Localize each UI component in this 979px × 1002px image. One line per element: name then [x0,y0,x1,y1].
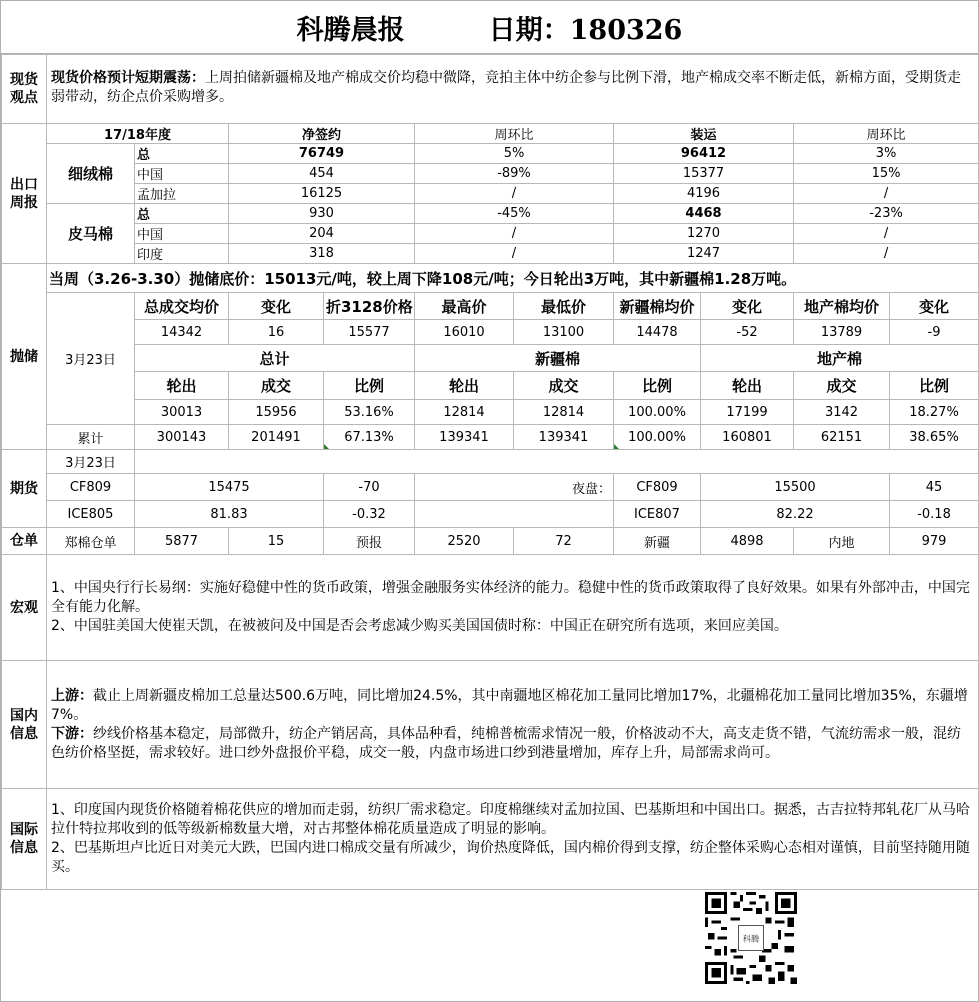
export-row-key: 总 [135,144,229,164]
export-net: 930 [229,204,415,224]
qr-code-icon [698,892,804,984]
reserve-cum-value: 139341 [415,425,514,450]
reserve-price-value: 14342 [135,320,229,345]
reserve-price-value: 13100 [514,320,614,345]
spot-label: 现货观点 [2,55,47,124]
reserve-price-header: 变化 [229,293,324,320]
domestic-label: 国内信息 [2,661,47,789]
upstream-label: 上游： [51,687,93,704]
reserve-day-value: 30013 [135,400,229,425]
reserve-day-value: 17199 [701,400,794,425]
table-row [2,204,979,224]
futures-code: ICE805 [47,501,135,528]
futures-change: -0.32 [324,501,415,528]
export-ship: 1247 [614,244,794,264]
export-wow2: 3% [794,144,979,164]
table-row [2,164,979,184]
export-ship: 15377 [614,164,794,184]
reserve-sub-header: 成交 [514,372,614,400]
warehouse-xinjiang-label: 新疆 [614,528,701,555]
futures-night-price: 15500 [701,474,890,501]
reserve-cum-value: 139341 [514,425,614,450]
macro-label: 宏观 [2,555,47,661]
warehouse-value: 5877 [135,528,229,555]
reserve-price-header: 折3128价格 [324,293,415,320]
warehouse-label: 仓单 [2,528,47,555]
export-wow2: -23% [794,204,979,224]
reserve-price-value: -52 [701,320,794,345]
export-wow2: 15% [794,164,979,184]
reserve-cum-value: 67.13% [324,425,415,450]
report-table [1,54,979,890]
reserve-price-header: 地产棉均价 [794,293,890,320]
night-session-label: 夜盘： [415,474,614,501]
intl-item: 1、印度国内现货价格随着棉花供应的增加而走弱，纺织厂需求稳定。印度棉继续对孟加拉国、巴基斯坦和中国出口。据悉，古吉拉特邦轧花厂从马哈拉什特拉邦收到的低等级新棉数量大增，对古邦整体棉花质量造成了明显的影响。 [51,802,970,837]
table-row [2,320,979,345]
export-label: 出口周报 [2,124,47,264]
reserve-price-header: 变化 [890,293,979,320]
reserve-sub-header: 比例 [890,372,979,400]
export-ship: 4196 [614,184,794,204]
export-wow1: 5% [415,144,614,164]
export-header-ship: 装运 [614,124,794,144]
export-net: 318 [229,244,415,264]
reserve-day-value: 3142 [794,400,890,425]
table-row [2,244,979,264]
export-row-key: 印度 [135,244,229,264]
downstream-text: 纱线价格基本稳定，局部微升，纺企产销居高，具体品种看，纯棉普梳需求情况一般，价格波动不大，高支走货不错，气流纺需求一般，混纺色纺价格坚挺，需求较好。进口纱外盘报价平稳，成交一般，内盘市场进口纱到港量增加，库存上升，局部需求尚可。 [51,725,961,761]
reserve-day-value: 18.27% [890,400,979,425]
reserve-price-value: 13789 [794,320,890,345]
spot-headline: 现货价格预计短期震荡： [51,70,205,86]
table-row [2,224,979,244]
table-row [2,501,979,528]
reserve-price-header: 最高价 [415,293,514,320]
futures-night-code: ICE807 [614,501,701,528]
warehouse-name: 郑棉仓单 [47,528,135,555]
reserve-sub-header: 成交 [229,372,324,400]
reserve-summary: 当周（3.26-3.30）抛储底价：15013元/吨，较上周下降108元/吨；今日轮出3万吨，其中新疆棉1.28万吨。 [47,264,979,293]
reserve-cum-value: 300143 [135,425,229,450]
reserve-day-value: 12814 [415,400,514,425]
reserve-sub-header: 比例 [614,372,701,400]
table-row [2,144,979,164]
warehouse-value: 979 [890,528,979,555]
futures-price: 15475 [135,474,324,501]
reserve-sub-header: 成交 [794,372,890,400]
export-net: 204 [229,224,415,244]
table-row [2,425,979,450]
macro-item: 2、中国驻美国大使崔天凯，在被被问及中国是否会考虑减少购买美国国债时称：中国正在研究所有选项，来回应美国。 [51,618,788,634]
reserve-price-header: 总成交均价 [135,293,229,320]
export-ship: 1270 [614,224,794,244]
reserve-price-header: 变化 [701,293,794,320]
spot-body: 上周拍储新疆棉及地产棉成交价均稳中微降，竞拍主体中纺企参与比例下滑，地产棉成交率不断走低，新棉方面，受期货走弱带动，纺企点价采购增多。 [51,70,961,105]
intl-content [47,789,979,890]
reserve-cum-value: 38.65% [890,425,979,450]
reserve-cum-value: 62151 [794,425,890,450]
export-header-wow1: 周环比 [415,124,614,144]
export-wow1: / [415,224,614,244]
reserve-price-header: 新疆棉均价 [614,293,701,320]
export-group-name: 皮马棉 [47,204,135,264]
export-wow1: -89% [415,164,614,184]
reserve-day-value: 53.16% [324,400,415,425]
export-net: 76749 [229,144,415,164]
upstream-text: 截止上周新疆皮棉加工总量达500.6万吨，同比增加24.5%，其中南疆地区棉花加工量同比增加17%，北疆棉花加工量同比增加35%，东疆增7%。 [51,687,968,723]
reserve-date: 3月23日 [47,293,135,425]
futures-night-price: 82.22 [701,501,890,528]
export-group-name: 细绒棉 [47,144,135,204]
reserve-price-header: 最低价 [514,293,614,320]
reserve-cum-label: 累计 [47,425,135,450]
macro-content [47,555,979,661]
export-header-year: 17/18年度 [47,124,229,144]
futures-night-change: -0.18 [890,501,979,528]
intl-item: 2、巴基斯坦卢比近日对美元大跌，巴国内进口棉成交量有所减少，询价热度降低，国内棉价得到支撑，纺企整体采购心态相对谨慎，目前坚持随用随买。 [51,840,970,875]
reserve-day-value: 15956 [229,400,324,425]
domestic-upstream [51,687,974,725]
macro-item: 1、中国央行行长易纲：实施好稳健中性的货币政策，增强金融服务实体经济的能力。稳健中性的货币政策取得了良好效果。如果有外部冲击，中国完全有能力化解。 [51,580,970,615]
reserve-cum-value: 201491 [229,425,324,450]
export-row-key: 总 [135,204,229,224]
export-row-key: 中国 [135,224,229,244]
export-wow1: / [415,184,614,204]
table-row [2,184,979,204]
domestic-downstream [51,725,974,763]
domestic-content [47,661,979,789]
qr-center-text: 科腾 [742,933,760,944]
reserve-price-value: 14478 [614,320,701,345]
futures-date: 3月23日 [47,450,135,474]
reserve-sub-header: 轮出 [701,372,794,400]
reserve-price-value: -9 [890,320,979,345]
export-row-key: 孟加拉 [135,184,229,204]
futures-price: 81.83 [135,501,324,528]
export-wow1: -45% [415,204,614,224]
report-header [1,1,978,54]
export-wow2: / [794,184,979,204]
reserve-price-value: 16010 [415,320,514,345]
futures-night-code: CF809 [614,474,701,501]
downstream-label: 下游： [51,725,93,742]
intl-label: 国际信息 [2,789,47,890]
export-ship: 96412 [614,144,794,164]
warehouse-inland-label: 内地 [794,528,890,555]
export-net: 16125 [229,184,415,204]
futures-blank [415,501,614,528]
table-row [2,474,979,501]
export-wow2: / [794,224,979,244]
warehouse-value: 4898 [701,528,794,555]
futures-night-change: 45 [890,474,979,501]
futures-code: CF809 [47,474,135,501]
report-date: 日期：180326 [488,14,683,46]
reserve-day-value: 12814 [514,400,614,425]
reserve-sub-header: 轮出 [415,372,514,400]
reserve-sub-header: 轮出 [135,372,229,400]
warehouse-forecast-label: 预报 [324,528,415,555]
export-ship: 4468 [614,204,794,224]
warehouse-value: 72 [514,528,614,555]
table-row [2,528,979,555]
spot-text [47,55,979,124]
warehouse-value: 2520 [415,528,514,555]
reserve-sub-header: 比例 [324,372,415,400]
report-title: 科腾晨报 [296,14,405,46]
reserve-group-total: 总计 [135,345,415,372]
reserve-cum-value: 100.00% [614,425,701,450]
reserve-label: 抛储 [2,264,47,450]
reserve-day-value: 100.00% [614,400,701,425]
futures-date-spacer [135,450,979,474]
export-header-net: 净签约 [229,124,415,144]
export-net: 454 [229,164,415,184]
futures-change: -70 [324,474,415,501]
export-wow1: / [415,244,614,264]
reserve-group-xinjiang: 新疆棉 [415,345,701,372]
futures-label: 期货 [2,450,47,528]
warehouse-value: 15 [229,528,324,555]
reserve-cum-value: 160801 [701,425,794,450]
export-header-wow2: 周环比 [794,124,979,144]
export-wow2: / [794,244,979,264]
reserve-price-value: 16 [229,320,324,345]
table-row [2,400,979,425]
reserve-group-local: 地产棉 [701,345,979,372]
reserve-price-value: 15577 [324,320,415,345]
export-row-key: 中国 [135,164,229,184]
